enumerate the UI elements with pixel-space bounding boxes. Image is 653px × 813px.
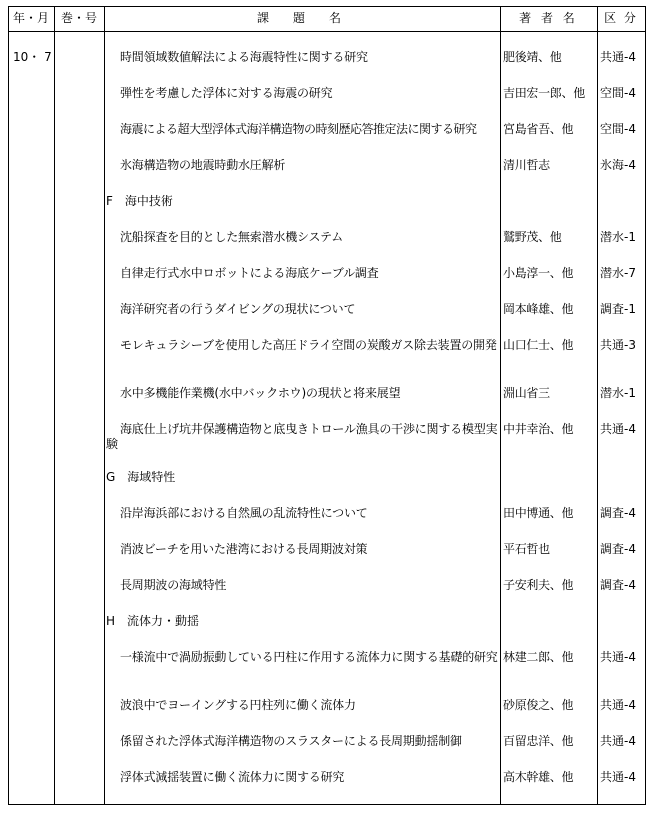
list-item-title: 海震による超大型浮体式海洋構造物の時刻歴応答推定法に関する研究 (120, 122, 477, 136)
list-item-category: 氷海-4 (600, 158, 636, 172)
column-border-left (8, 6, 9, 805)
list-item-author: 肥後靖、他 (503, 50, 562, 64)
column-border-volume-title (104, 6, 105, 805)
column-border-title-author (500, 6, 501, 805)
list-item-category: 潜水-1 (600, 386, 636, 400)
list-item-category: 調査-1 (600, 302, 636, 316)
list-item-category: 空間-4 (600, 122, 636, 136)
header-date: 年・月 (12, 11, 49, 25)
list-item-title: 係留された浮体式海洋構造物のスラスターによる長周期動揺制御 (120, 734, 462, 748)
list-item-author: 清川哲志 (503, 158, 550, 172)
list-item-title: 浮体式減揺装置に働く流体力に関する研究 (120, 770, 345, 784)
list-item-category: 共通-4 (600, 650, 636, 664)
section-heading: F 海中技術 (106, 194, 173, 208)
column-border-author-category (597, 6, 598, 805)
list-item-category: 調査-4 (600, 578, 636, 592)
list-item-title: 水中多機能作業機(水中バックホウ)の現状と将来展望 (120, 386, 401, 400)
list-item-title: 沿岸海浜部における自然風の乱流特性について (120, 506, 368, 520)
list-item-author: 宮島省吾、他 (503, 122, 574, 136)
list-item-title: 自律走行式水中ロボットによる海底ケーブル調査 (120, 266, 379, 280)
list-item-title: 時間領域数値解法による海震特性に関する研究 (120, 50, 368, 64)
list-item-title: 沈船探査を目的とした無索潜水機システム (120, 230, 344, 244)
list-item-category: 潜水-1 (600, 230, 636, 244)
header-category: 区 分 (604, 11, 638, 25)
list-item-title: 一様流中で渦励振動している円柱に作用する流体力に関する基礎的研究 (120, 650, 498, 664)
list-item-author: 小島淳一、他 (503, 266, 574, 280)
list-item-title: モレキュラシーブを使用した高圧ドライ空間の炭酸ガス除去装置の開発 (120, 338, 497, 352)
list-item-author: 百留忠洋、他 (503, 734, 574, 748)
list-item-author: 田中博通、他 (503, 506, 574, 520)
list-item-author: 林建二郎、他 (503, 650, 574, 664)
list-item-title: 波浪中でヨーイングする円柱列に働く流体力 (120, 698, 356, 712)
list-item-category: 共通-4 (600, 698, 636, 712)
header-title: 課 題 名 (256, 11, 347, 25)
list-item-author: 岡本峰雄、他 (503, 302, 574, 316)
list-item-category: 調査-4 (600, 542, 636, 556)
date-cell: 10・ 7 (13, 50, 52, 64)
column-border-date-volume (54, 6, 55, 805)
list-item-category: 調査-4 (600, 506, 636, 520)
list-item-category: 共通-4 (600, 734, 636, 748)
list-item-author: 砂原俊之、他 (503, 698, 574, 712)
list-item-title: 海洋研究者の行うダイビングの現状について (120, 302, 356, 316)
list-item-title: 氷海構造物の地震時動水圧解析 (120, 158, 286, 172)
list-item-author: 淵山省三 (503, 386, 550, 400)
list-item-author: 子安利夫、他 (503, 578, 574, 592)
list-item-author: 吉田宏一郎、他 (503, 86, 585, 100)
section-heading: G 海域特性 (106, 470, 176, 484)
list-item-category: 共通-4 (600, 422, 636, 436)
list-item-title: 長周期波の海域特性 (120, 578, 227, 592)
section-heading: H 流体力・動揺 (106, 614, 200, 628)
list-item-author: 平石哲也 (503, 542, 550, 556)
list-item-author: 高木幹雄、他 (503, 770, 574, 784)
list-item-author: 山口仁士、他 (503, 338, 574, 352)
list-item-title: 消波ビーチを用いた港湾における長周期波対策 (120, 542, 368, 556)
list-item-author: 鷲野茂、他 (503, 230, 562, 244)
list-item-title: 弾性を考慮した浮体に対する海震の研究 (120, 86, 333, 100)
header-author: 著 者 名 (519, 11, 578, 25)
list-item-author: 中井幸治、他 (503, 422, 574, 436)
list-item-category: 潜水-7 (600, 266, 636, 280)
header-volume: 巻・号 (60, 11, 97, 25)
list-item-category: 共通-4 (600, 50, 636, 64)
list-item-category: 空間-4 (600, 86, 636, 100)
list-item-category: 共通-4 (600, 770, 636, 784)
list-item-title: 海底仕上げ坑井保護構造物と底曳きトロール漁具の干渉に関する模型実験 (106, 422, 498, 451)
list-item-category: 共通-3 (600, 338, 636, 352)
